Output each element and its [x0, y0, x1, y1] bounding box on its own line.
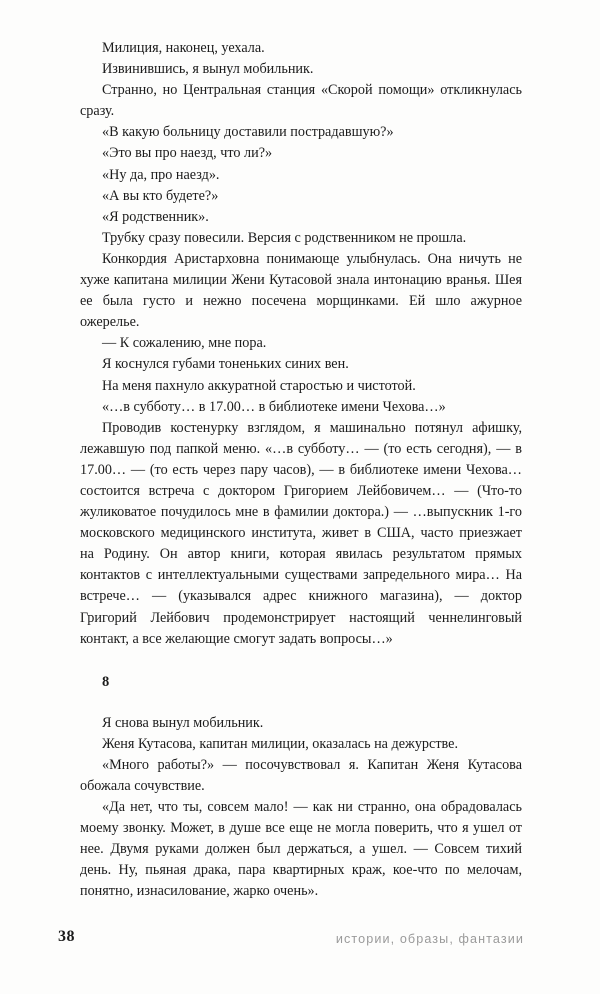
- page-text-column: [80, 38, 522, 903]
- paragraph: Конкордия Аристарховна понимающе улыбнулась. Она ничуть не хуже капитана милиции Жени Кутасовой знала интонацию вранья. Шея ее была густо и нежно посечена морщинками. Ей шло ажурное ожерелье.: [80, 250, 522, 331]
- paragraph: «Много работы?» — посочувствовал я. Капитан Женя Кутасова обожала сочувствие.: [80, 756, 522, 794]
- paragraph: «Ну да, про наезд».: [102, 166, 220, 183]
- paragraph: На меня пахнуло аккуратной старостью и чистотой.: [102, 377, 416, 394]
- paragraph: Странно, но Центральная станция «Скорой помощи» откликнулась сразу.: [80, 82, 522, 120]
- section-number: 8: [102, 673, 110, 690]
- page-number: 38: [58, 928, 75, 945]
- paragraph: Женя Кутасова, капитан милиции, оказалась на дежурстве.: [102, 735, 458, 752]
- paragraph: Извинившись, я вынул мобильник.: [102, 61, 314, 78]
- paragraph: Милиция, наконец, уехала.: [102, 40, 265, 56]
- paragraph: Я коснулся губами тоненьких синих вен.: [102, 356, 349, 373]
- paragraph: «В какую больницу доставили пострадавшую?»: [102, 124, 394, 141]
- paragraph: «…в субботу… в 17.00… в библиотеке имени Чехова…»: [102, 398, 446, 415]
- page-footer: [0, 924, 600, 994]
- paragraph: — К сожалению, мне пора.: [102, 335, 267, 352]
- paragraph: «А вы кто будете?»: [102, 187, 219, 204]
- paragraph: «Да нет, что ты, совсем мало! — как ни странно, она обрадовалась моему звонку. Может, в душе все еще не могла поверить, что я ушел от нее. Двумя руками должен был держаться, а ушел. — Совсем тихий день. Ну, пьяная драка, пара квартирных краж, кое-что по мелочам, понятно, изнасилование, жарко очень».: [80, 799, 522, 900]
- running-title: истории, образы, фантазии: [335, 932, 524, 946]
- paragraph: «Это вы про наезд, что ли?»: [102, 145, 273, 162]
- paragraph: «Я родственник».: [102, 208, 209, 225]
- paragraph: Трубку сразу повесили. Версия с родственником не прошла.: [102, 229, 467, 246]
- paragraph: Проводив костенурку взглядом, я машинально потянул афишку, лежавшую под папкой меню. «…в субботу… — (то есть сегодня), — в 17.00… — (то есть через пару часов), — в библиотеке имени Чехова… состоится встреча с доктором Григорием Лейбовичем… — (Что-то жуликоватое почудилось мне в фамилии доктора.) — …выпускник 1-го московского медицинского института, живет в США, часто приезжает на Родину. Он автор книги, которая явилась результатом прямых контактов с интеллектуальными существами запредельного мира… На встрече… — (указывался адрес книжного магазина), — доктор Григорий Лейбович продемонстрирует настоящий ченнелинговый контакт, а все желающие смогут задать вопросы…»: [80, 419, 522, 647]
- paragraph: Я снова вынул мобильник.: [102, 714, 264, 731]
